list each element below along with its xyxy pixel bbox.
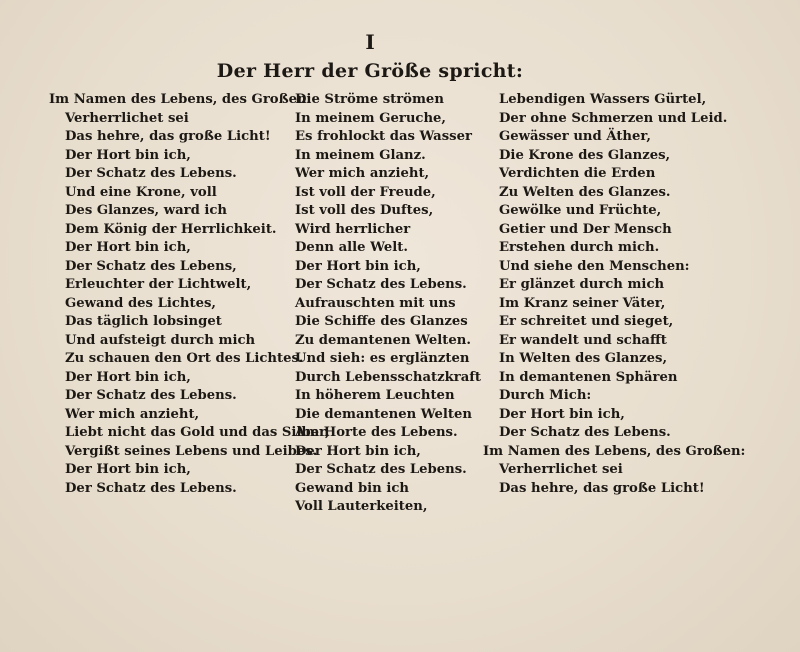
poem-line: Im Namen des Lebens, des Großen: <box>49 92 312 107</box>
poem-line: Der Schatz des Lebens. <box>65 166 237 181</box>
poem-line: Gewölke und Früchte, <box>499 203 662 218</box>
poem-line: Ist voll der Freude, <box>295 184 436 200</box>
poem-line: Verherrlichet sei <box>499 462 623 477</box>
poem-line: Der Hort bin ich, <box>65 462 191 477</box>
poem-line: Verdichten die Erden <box>499 166 656 181</box>
poem-line: Aufrauschten mit uns <box>295 295 456 311</box>
poem-line: Der Schatz des Lebens. <box>65 388 237 403</box>
poem-line: Der Schatz des Lebens. <box>65 480 237 496</box>
poem-line: Die Ströme strömen <box>295 92 444 107</box>
poem-line: Erleuchter der Lichtwelt, <box>65 277 252 292</box>
poem-line: In höherem Leuchten <box>295 388 455 403</box>
poem-line: Denn alle Welt. <box>295 240 408 255</box>
poem-line: In Welten des Glanzes, <box>499 351 668 366</box>
poem-line: Das hehre, das große Licht! <box>499 480 705 496</box>
poem-line: Und aufsteigt durch mich <box>65 332 256 348</box>
poem-line: Im Namen des Lebens, des Großen: <box>483 443 746 459</box>
poem-line: Zu demantenen Welten. <box>295 332 471 348</box>
poem-line: Gewässer und Äther, <box>499 129 651 144</box>
poem-line: Gewand des Lichtes, <box>65 295 216 311</box>
poem-line: Im Kranz seiner Väter, <box>499 295 666 311</box>
poem-line: Ist voll des Duftes, <box>295 203 434 218</box>
poem-line: Er wandelt und schafft <box>499 332 667 348</box>
poem-line: Vergißt seines Lebens und Leibes. <box>65 443 318 459</box>
poem-line: Durch Lebensschatzkraft <box>295 369 482 385</box>
poem-line: Wer mich anzieht, <box>295 166 430 181</box>
poem-line: Der Hort bin ich, <box>65 147 191 163</box>
poem-line: In meinem Geruche, <box>295 110 447 126</box>
poem-line: Des Glanzes, ward ich <box>65 203 228 218</box>
poem-line: In demantenen Sphären <box>499 369 678 385</box>
poem-line: Wer mich anzieht, <box>65 406 200 422</box>
poem-line: Durch Mich: <box>499 388 592 403</box>
poem-line: Der Schatz des Lebens. <box>295 277 467 292</box>
poem-line: Der Schatz des Lebens, <box>65 258 237 274</box>
poem-line: Das hehre, das große Licht! <box>65 129 271 144</box>
poem-line: Am Horte des Lebens. <box>295 425 458 440</box>
poem-heading: Der Herr der Größe spricht: <box>216 60 524 82</box>
poem-line: Der Schatz des Lebens. <box>499 425 671 440</box>
poem-line: Es frohlockt das Wasser <box>295 129 472 144</box>
poem-line: Wird herrlicher <box>295 221 411 237</box>
poem-line: Gewand bin ich <box>295 480 409 496</box>
poem-line: Liebt nicht das Gold und das Silber, <box>65 425 330 440</box>
poem-line: Zu schauen den Ort des Lichtes. <box>65 351 304 366</box>
poem-line: Zu Welten des Glanzes. <box>499 184 671 200</box>
poem-line: Der Hort bin ich, <box>499 406 625 422</box>
poem-line: Er schreitet und sieget, <box>499 314 674 329</box>
poem-line: Getier und Der Mensch <box>499 221 672 237</box>
poem-line: Und eine Krone, voll <box>65 184 217 200</box>
poem-line: Lebendigen Wassers Gürtel, <box>499 92 707 107</box>
poem-line: Der Hort bin ich, <box>295 443 421 459</box>
poem-line: Erstehen durch mich. <box>499 240 660 255</box>
poem-line: Das täglich lobsinget <box>65 314 222 329</box>
poem-line: Voll Lauterkeiten, <box>295 499 428 514</box>
poem-line: Verherrlichet sei <box>65 110 189 126</box>
poem-line: Der Hort bin ich, <box>295 258 421 274</box>
poem-line: Dem König der Herrlichkeit. <box>65 221 277 237</box>
poem-line: Die Schiffe des Glanzes <box>295 314 468 329</box>
poem-line: Die Krone des Glanzes, <box>499 147 671 163</box>
poem-line: Und sieh: es erglänzten <box>295 351 470 366</box>
poem-line: Der ohne Schmerzen und Leid. <box>499 110 728 126</box>
poem-line: In meinem Glanz. <box>295 147 426 163</box>
poem-column-3 <box>483 91 745 498</box>
poem-line: Die demantenen Welten <box>295 406 472 422</box>
poem-line: Der Schatz des Lebens. <box>295 462 467 477</box>
poem-column-2 <box>295 91 481 517</box>
poem-column-1 <box>49 91 330 498</box>
section-numeral: I <box>365 30 375 54</box>
poem-line: Er glänzet durch mich <box>499 277 665 292</box>
poem-line: Der Hort bin ich, <box>65 240 191 255</box>
poem-line: Und siehe den Menschen: <box>499 258 690 274</box>
poem-line: Der Hort bin ich, <box>65 369 191 385</box>
